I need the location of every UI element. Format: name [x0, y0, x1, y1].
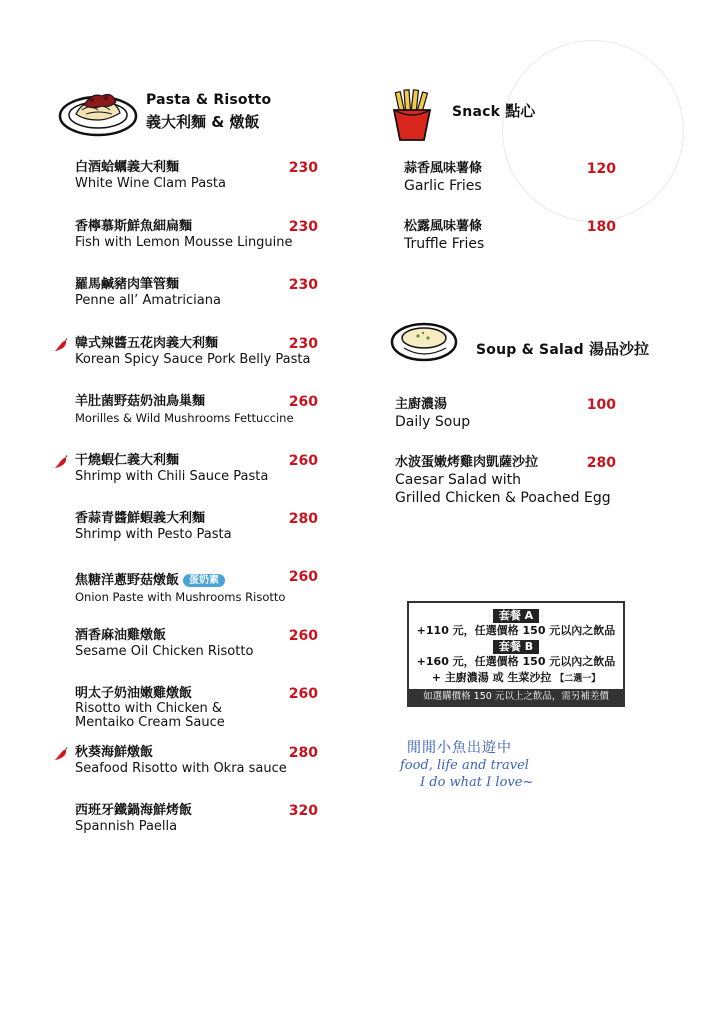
menu-item — [75, 511, 232, 543]
item-name-en-line2: Grilled Chicken & Poached Egg — [395, 490, 611, 506]
menu-item — [75, 219, 293, 251]
menu-item — [404, 219, 484, 253]
decorative-circle — [502, 40, 684, 222]
item-name-zh: 主廚濃湯 — [395, 397, 448, 412]
item-price: 320 — [288, 803, 318, 819]
item-name-zh: 水波蛋嫩烤雞肉凱薩沙拉 — [395, 455, 539, 470]
item-name-zh: 白酒蛤蠣義大利麵 — [75, 160, 180, 175]
item-name-zh: 蒜香風味薯條 — [404, 161, 483, 176]
item-price: 100 — [586, 397, 616, 413]
item-price: 260 — [288, 628, 318, 644]
signature-line2: food, life and travel — [400, 758, 529, 773]
set-b-line1: +160 元，任選價格 150 元以內之飲品 — [416, 655, 616, 668]
snack-title — [452, 100, 535, 121]
item-name-zh: 焦糖洋蔥野菇燉飯 — [75, 573, 180, 588]
menu-item — [75, 277, 221, 309]
set-b-line2: + 主廚濃湯 或 生菜沙拉 — [431, 671, 552, 684]
snack-title-en: Snack — [452, 104, 501, 120]
item-name-en-line2: Mentaiko Cream Sauce — [75, 715, 225, 730]
menu-item — [395, 397, 470, 431]
item-price: 280 — [586, 455, 616, 471]
soup-title-zh: 湯品沙拉 — [588, 340, 649, 358]
signature-line3: I do what I love~ — [420, 775, 534, 790]
item-price: 230 — [288, 277, 318, 293]
pasta-plate-icon — [58, 86, 140, 142]
soup-title — [476, 338, 649, 359]
item-name-zh: 羊肚菌野菇奶油鳥巢麵 — [75, 394, 206, 409]
chili-pepper-icon — [54, 337, 68, 351]
item-price: 230 — [288, 219, 318, 235]
item-name-en: Morilles & Wild Mushrooms Fettuccine — [75, 411, 294, 425]
vegetarian-badge: 蛋奶素 — [183, 574, 225, 587]
item-name-en: Penne all’ Amatriciana — [75, 293, 221, 308]
soup-title-en: Soup & Salad — [476, 342, 584, 358]
menu-item — [75, 160, 226, 192]
menu-item — [404, 161, 482, 195]
item-name-en: Caesar Salad with — [395, 472, 522, 488]
item-name-en: Daily Soup — [395, 414, 471, 430]
item-name-zh: 秋葵海鮮燉飯 — [75, 745, 154, 760]
item-price: 120 — [586, 161, 616, 177]
chili-pepper-icon — [54, 746, 68, 760]
menu-item — [75, 686, 225, 730]
item-name-zh: 韓式辣醬五花肉義大利麵 — [75, 336, 219, 351]
item-name-zh: 香檸慕斯鮮魚細扁麵 — [75, 219, 193, 234]
item-price: 280 — [288, 511, 318, 527]
pasta-title-zh: 義大利麵 & 燉飯 — [146, 113, 260, 131]
item-price: 260 — [288, 569, 318, 585]
item-name-zh: 松露風味薯條 — [404, 219, 483, 234]
item-name-zh: 西班牙鐵鍋海鮮烤飯 — [75, 803, 193, 818]
snack-title-zh: 點心 — [505, 102, 536, 120]
item-name-en: Spannish Paella — [75, 819, 178, 834]
menu-item — [75, 628, 253, 660]
item-name-en: Shrimp with Chili Sauce Pasta — [75, 469, 269, 484]
item-name-en: Shrimp with Pesto Pasta — [75, 527, 232, 542]
menu-item — [75, 453, 268, 485]
item-name-en: Garlic Fries — [404, 178, 482, 194]
pasta-title-en: Pasta & Risotto — [146, 92, 272, 108]
item-name-en: Seafood Risotto with Okra sauce — [75, 761, 287, 776]
fries-icon — [388, 88, 436, 146]
item-name-en: Sesame Oil Chicken Risotto — [75, 644, 254, 659]
item-name-en: Korean Spicy Sauce Pork Belly Pasta — [75, 352, 311, 367]
set-b-note: 【二選一】 — [555, 674, 601, 684]
set-a-tag: 套餐 A — [493, 609, 539, 623]
soup-bowl-icon — [390, 316, 462, 370]
item-name-zh: 酒香麻油雞燉飯 — [75, 628, 167, 643]
chili-pepper-icon — [54, 454, 68, 468]
set-meal-box — [407, 601, 625, 707]
item-price: 230 — [288, 336, 318, 352]
menu-item — [75, 745, 287, 777]
item-name-en: Truffle Fries — [404, 236, 485, 252]
item-price: 280 — [288, 745, 318, 761]
menu-item — [75, 336, 310, 368]
item-name-zh: 明太子奶油嫩雞燉飯 — [75, 686, 193, 701]
item-price: 260 — [288, 394, 318, 410]
set-a-line: +110 元，任選價格 150 元以內之飲品 — [416, 624, 616, 637]
item-price: 230 — [288, 160, 318, 176]
menu-item — [75, 803, 192, 835]
item-name-en: Onion Paste with Mushrooms Risotto — [75, 590, 286, 604]
menu-item — [75, 569, 285, 605]
item-name-zh: 干燒蝦仁義大利麵 — [75, 453, 180, 468]
set-footer: 如選購價格 150 元以上之飲品，需另補差價 — [409, 689, 623, 705]
item-price: 180 — [586, 219, 616, 235]
item-name-zh: 羅馬鹹豬肉筆管麵 — [75, 277, 180, 292]
item-name-en: Fish with Lemon Mousse Linguine — [75, 235, 293, 250]
signature-line1: 閒閒小魚出遊中 — [407, 740, 512, 756]
item-name-en: Risotto with Chicken & — [75, 701, 223, 716]
item-name-en: White Wine Clam Pasta — [75, 176, 226, 191]
item-price: 260 — [288, 686, 318, 702]
menu-item — [75, 394, 294, 426]
set-b-tag: 套餐 B — [493, 640, 539, 654]
item-name-zh: 香蒜青醬鮮蝦義大利麵 — [75, 511, 206, 526]
item-price: 260 — [288, 453, 318, 469]
